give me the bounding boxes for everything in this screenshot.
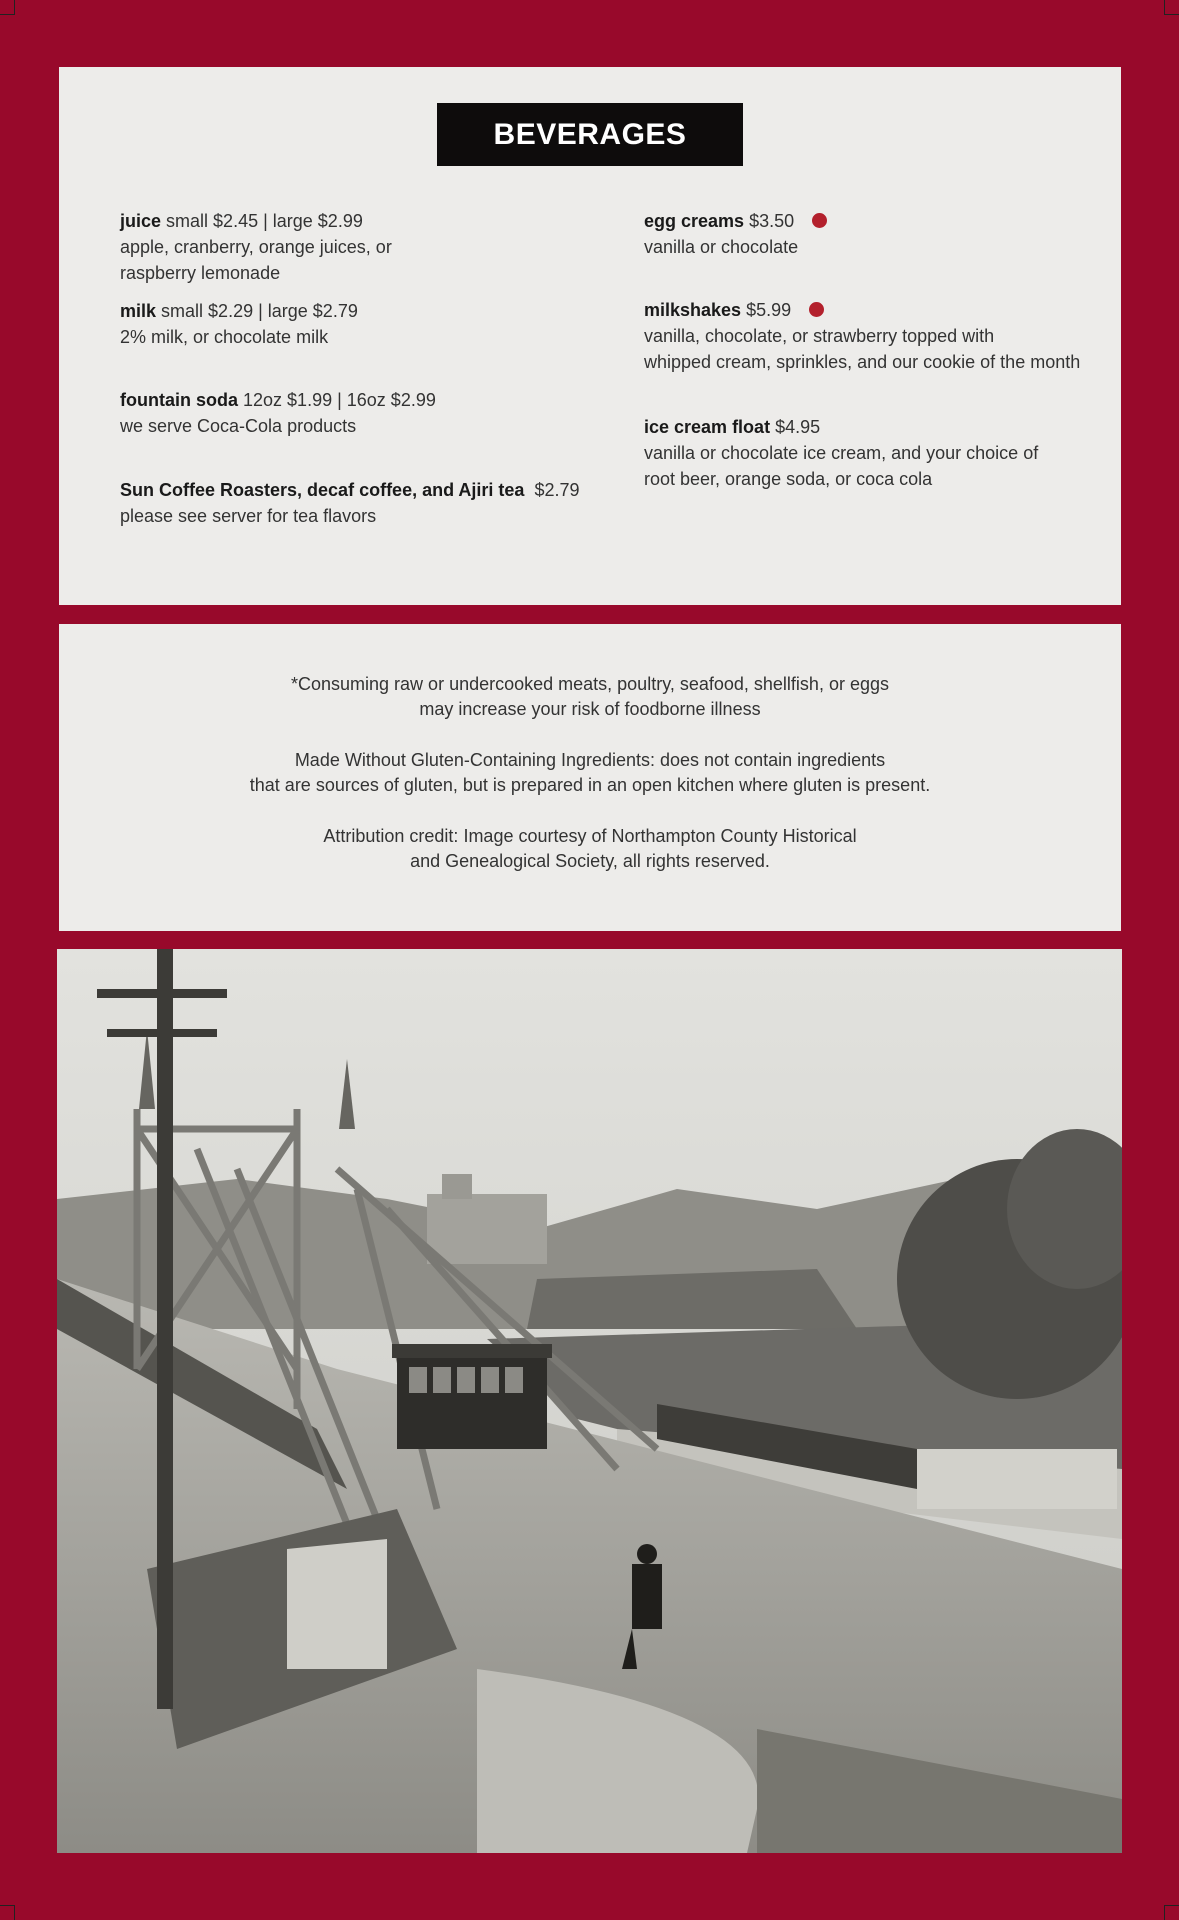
item-description: raspberry lemonade bbox=[120, 263, 281, 283]
menu-item-fountain-soda bbox=[120, 387, 436, 439]
item-name: ice cream float bbox=[644, 417, 771, 437]
item-price: small $2.29 | large $2.79 bbox=[161, 301, 358, 321]
notes-text bbox=[59, 672, 1121, 900]
crop-mark-top-left bbox=[0, 0, 15, 15]
gluten-note-line: that are sources of gluten, but is prepared in an open kitchen where gluten is present. bbox=[249, 775, 931, 795]
crop-mark-bottom-left bbox=[0, 1905, 15, 1920]
item-price: $4.95 bbox=[775, 417, 821, 437]
item-description: we serve Coca-Cola products bbox=[120, 416, 357, 436]
menu-item-egg-creams bbox=[644, 208, 827, 260]
gluten-note-line: Made Without Gluten-Containing Ingredients: does not contain ingredients bbox=[294, 750, 886, 770]
item-name: fountain soda bbox=[120, 390, 238, 410]
notes-panel bbox=[59, 624, 1121, 931]
item-description: whipped cream, sprinkles, and our cookie of the month bbox=[644, 352, 1081, 372]
item-price: 12oz $1.99 | 16oz $2.99 bbox=[243, 390, 436, 410]
menu-item-milk bbox=[120, 298, 358, 350]
attribution-credit-line: Attribution credit: Image courtesy of Northampton County Historical bbox=[323, 826, 857, 846]
gluten-note bbox=[59, 748, 1121, 798]
menu-item-juice bbox=[120, 208, 392, 286]
item-price: $2.79 bbox=[534, 480, 580, 500]
item-price: $3.50 bbox=[749, 211, 795, 231]
item-description: vanilla or chocolate bbox=[644, 237, 799, 257]
crop-mark-top-right bbox=[1164, 0, 1179, 15]
item-name: milkshakes bbox=[644, 300, 742, 320]
raw-food-warning-line: *Consuming raw or undercooked meats, poultry, seafood, shellfish, or eggs bbox=[291, 674, 889, 694]
item-description: apple, cranberry, orange juices, or bbox=[120, 237, 392, 257]
crop-mark-bottom-right bbox=[1164, 1905, 1179, 1920]
item-description: vanilla, chocolate, or strawberry topped with bbox=[644, 326, 995, 346]
item-name: egg creams bbox=[644, 211, 745, 231]
item-price: small $2.45 | large $2.99 bbox=[166, 211, 363, 231]
featured-dot-icon bbox=[809, 302, 824, 317]
item-description: 2% milk, or chocolate milk bbox=[120, 327, 329, 347]
item-name: milk bbox=[120, 301, 157, 321]
beverages-title: BEVERAGES bbox=[437, 103, 743, 166]
item-name: juice bbox=[120, 211, 162, 231]
historic-bridge-photo bbox=[57, 949, 1122, 1853]
menu-item-ice-cream-float bbox=[644, 414, 1038, 492]
beverages-panel bbox=[59, 67, 1121, 605]
item-name: Sun Coffee Roasters, decaf coffee, and Ajiri tea bbox=[120, 480, 525, 500]
item-description: please see server for tea flavors bbox=[120, 506, 377, 526]
raw-food-warning bbox=[59, 672, 1121, 722]
menu-item-coffee-tea bbox=[120, 477, 580, 529]
raw-food-warning-line: may increase your risk of foodborne illness bbox=[419, 699, 761, 719]
menu-item-milkshakes bbox=[644, 297, 1080, 375]
bridge-trolley-image bbox=[57, 949, 1122, 1853]
featured-dot-icon bbox=[812, 213, 827, 228]
attribution-credit bbox=[59, 824, 1121, 874]
item-description: vanilla or chocolate ice cream, and your choice of bbox=[644, 443, 1039, 463]
item-price: $5.99 bbox=[746, 300, 792, 320]
item-description: root beer, orange soda, or coca cola bbox=[644, 469, 933, 489]
attribution-credit-line: and Genealogical Society, all rights reserved. bbox=[410, 851, 770, 871]
